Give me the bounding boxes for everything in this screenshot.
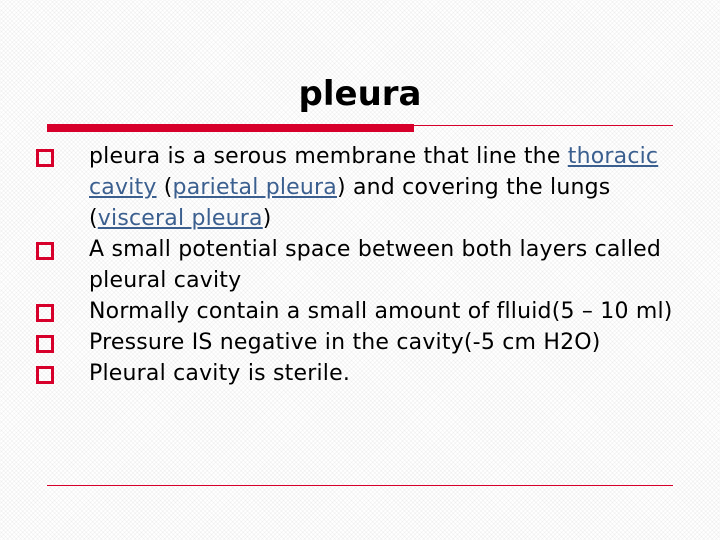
- slide-title: [0, 72, 720, 116]
- title-underline-thin: [414, 125, 673, 126]
- bullet-text-run: A small potential space between both layers called pleural cavity: [89, 237, 662, 293]
- bullet-item: [36, 296, 676, 327]
- bullet-text: [89, 361, 350, 386]
- bullet-list: [36, 141, 676, 389]
- bullet-link[interactable]: visceral pleura: [97, 206, 263, 231]
- bullet-text: [89, 299, 673, 324]
- bullet-item: [36, 141, 676, 234]
- bullet-link[interactable]: thoracic cavity: [89, 144, 659, 200]
- bullet-text: [89, 330, 601, 355]
- bullet-text: [89, 144, 658, 231]
- hollow-square-bullet-icon: [36, 242, 54, 260]
- bullet-text: [89, 237, 661, 293]
- hollow-square-bullet-icon: [36, 335, 54, 353]
- bullet-item: [36, 327, 676, 358]
- slide-title-text: pleura: [298, 74, 422, 114]
- bullet-link[interactable]: parietal pleura: [172, 175, 337, 200]
- bullet-text-run: Normally contain a small amount of flluid(5 – 10 ml): [89, 299, 673, 324]
- bullet-text-run: ): [262, 206, 272, 231]
- hollow-square-bullet-icon: [36, 366, 54, 384]
- bullet-text-run: Pressure IS negative in the cavity(-5 cm H2O): [89, 330, 601, 355]
- hollow-square-bullet-icon: [36, 304, 54, 322]
- bullet-text-run: (: [156, 175, 173, 200]
- bullet-text-run: pleura is a serous membrane that line the: [89, 144, 568, 169]
- bottom-divider: [47, 485, 673, 486]
- bullet-item: [36, 358, 676, 389]
- bullet-text-run: ) and covering the lungs (: [89, 175, 611, 231]
- title-underline-thick: [47, 124, 414, 132]
- bullet-item: [36, 234, 676, 296]
- hollow-square-bullet-icon: [36, 149, 54, 167]
- bullet-text-run: Pleural cavity is sterile.: [89, 361, 351, 386]
